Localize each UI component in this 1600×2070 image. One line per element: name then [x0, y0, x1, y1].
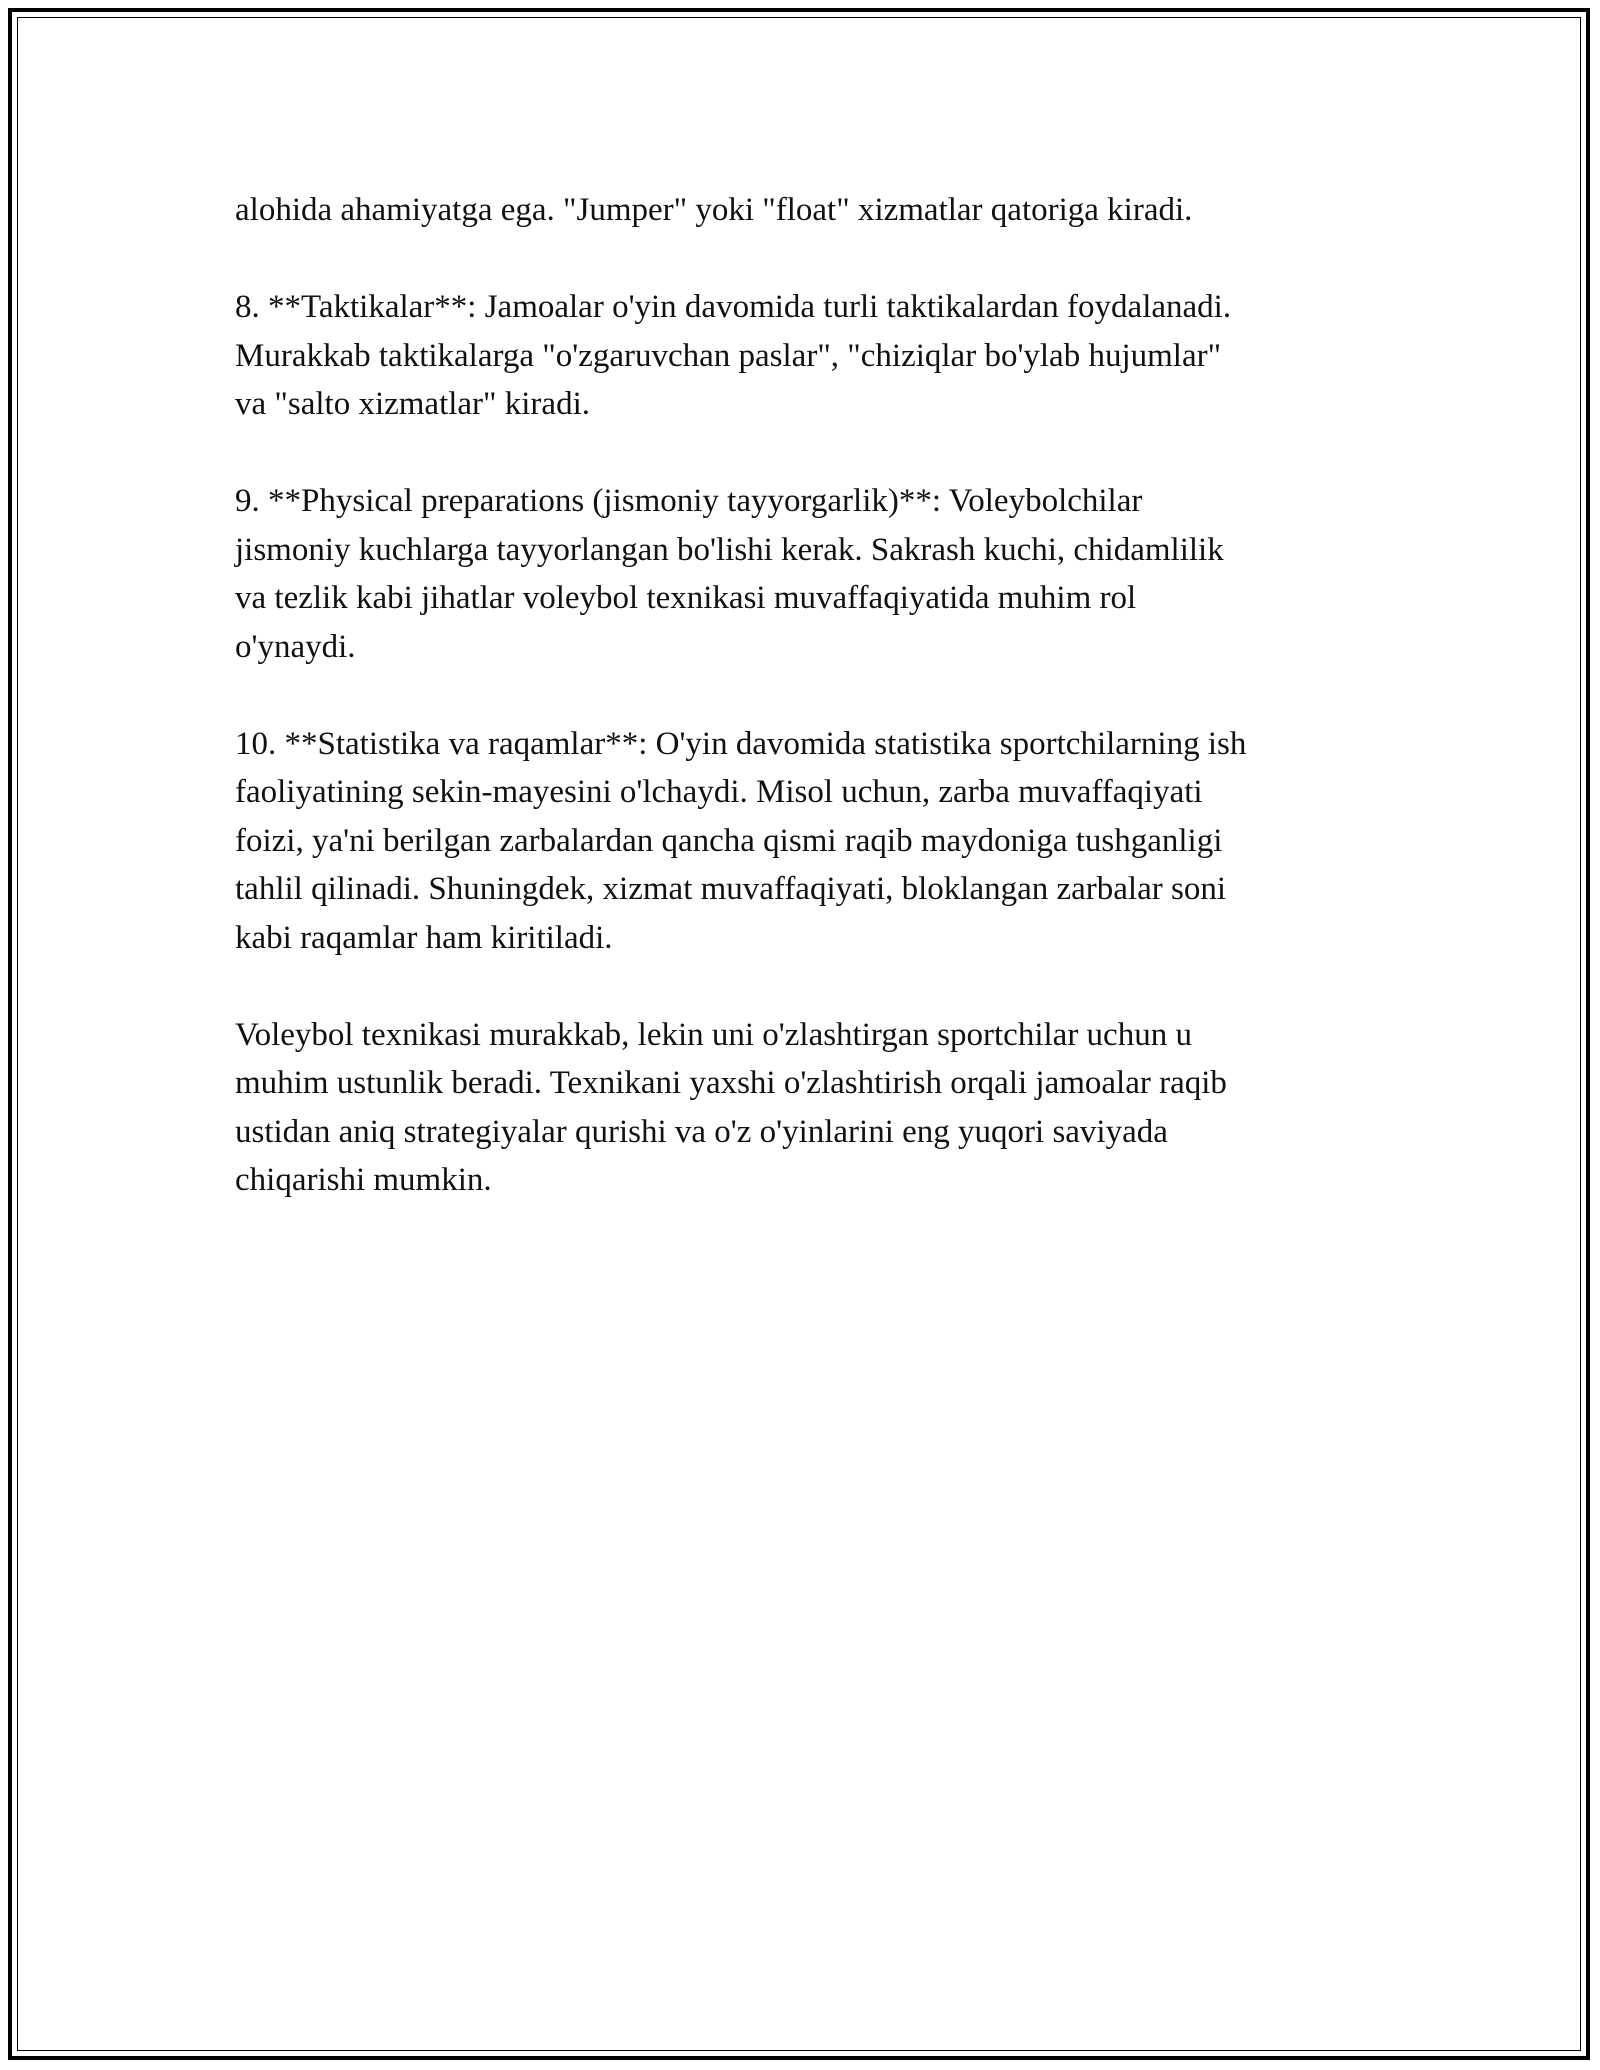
- text-line: chiqarishi mumkin.: [235, 1162, 492, 1198]
- text-line: kabi raqamlar ham kiritiladi.: [235, 919, 613, 956]
- text-line: muhim ustunlik beradi. Texnikani yaxshi o'zlashtirish orqali jamoalar raqib: [235, 1065, 1227, 1101]
- text-line: 9. **Physical preparations (jismoniy tayyorgarlik)**: Voleybolchilar: [235, 483, 1143, 519]
- text-line: Voleybol texnikasi murakkab, lekin uni o'zlashtirgan sportchilar uchun u: [235, 1016, 1192, 1053]
- text-line: 8. **Taktikalar**: Jamoalar o'yin davomida turli taktikalardan foydalanadi.: [235, 289, 1232, 325]
- paragraph-tactics: [235, 283, 1385, 429]
- text-line: alohida ahamiyatga ega. "Jumper" yoki "float" xizmatlar qatoriga kiradi.: [235, 192, 1193, 228]
- paragraph-serve-continuation: [235, 186, 1385, 235]
- text-line: va tezlik kabi jihatlar voleybol texnikasi muvaffaqiyatida muhim rol: [235, 580, 1137, 616]
- text-line: va "salto xizmatlar" kiradi.: [235, 386, 590, 422]
- text-line: jismoniy kuchlarga tayyorlangan bo'lishi kerak. Sakrash kuchi, chidamlilik: [235, 531, 1224, 568]
- paragraph-statistics: [235, 720, 1385, 963]
- text-line: tahlil qilinadi. Shuningdek, xizmat muvaffaqiyati, bloklangan zarbalar soni: [235, 871, 1226, 907]
- text-line: ustidan aniq strategiyalar qurishi va o'z o'yinlarini eng yuqori saviyada: [235, 1113, 1168, 1150]
- paragraph-physical-preparation: [235, 477, 1385, 671]
- paragraph-conclusion: [235, 1011, 1385, 1205]
- text-line: Murakkab taktikalarga "o'zgaruvchan paslar", "chiziqlar bo'ylab hujumlar": [235, 337, 1222, 374]
- text-line: o'ynaydi.: [235, 628, 356, 665]
- document-body: [235, 186, 1385, 1253]
- text-line: 10. **Statistika va raqamlar**: O'yin davomida statistika sportchilarning ish: [235, 725, 1247, 762]
- text-line: foizi, ya'ni berilgan zarbalardan qancha qismi raqib maydoniga tushganligi: [235, 822, 1223, 859]
- text-line: faoliyatining sekin-mayesini o'lchaydi. Misol uchun, zarba muvaffaqiyati: [235, 774, 1203, 810]
